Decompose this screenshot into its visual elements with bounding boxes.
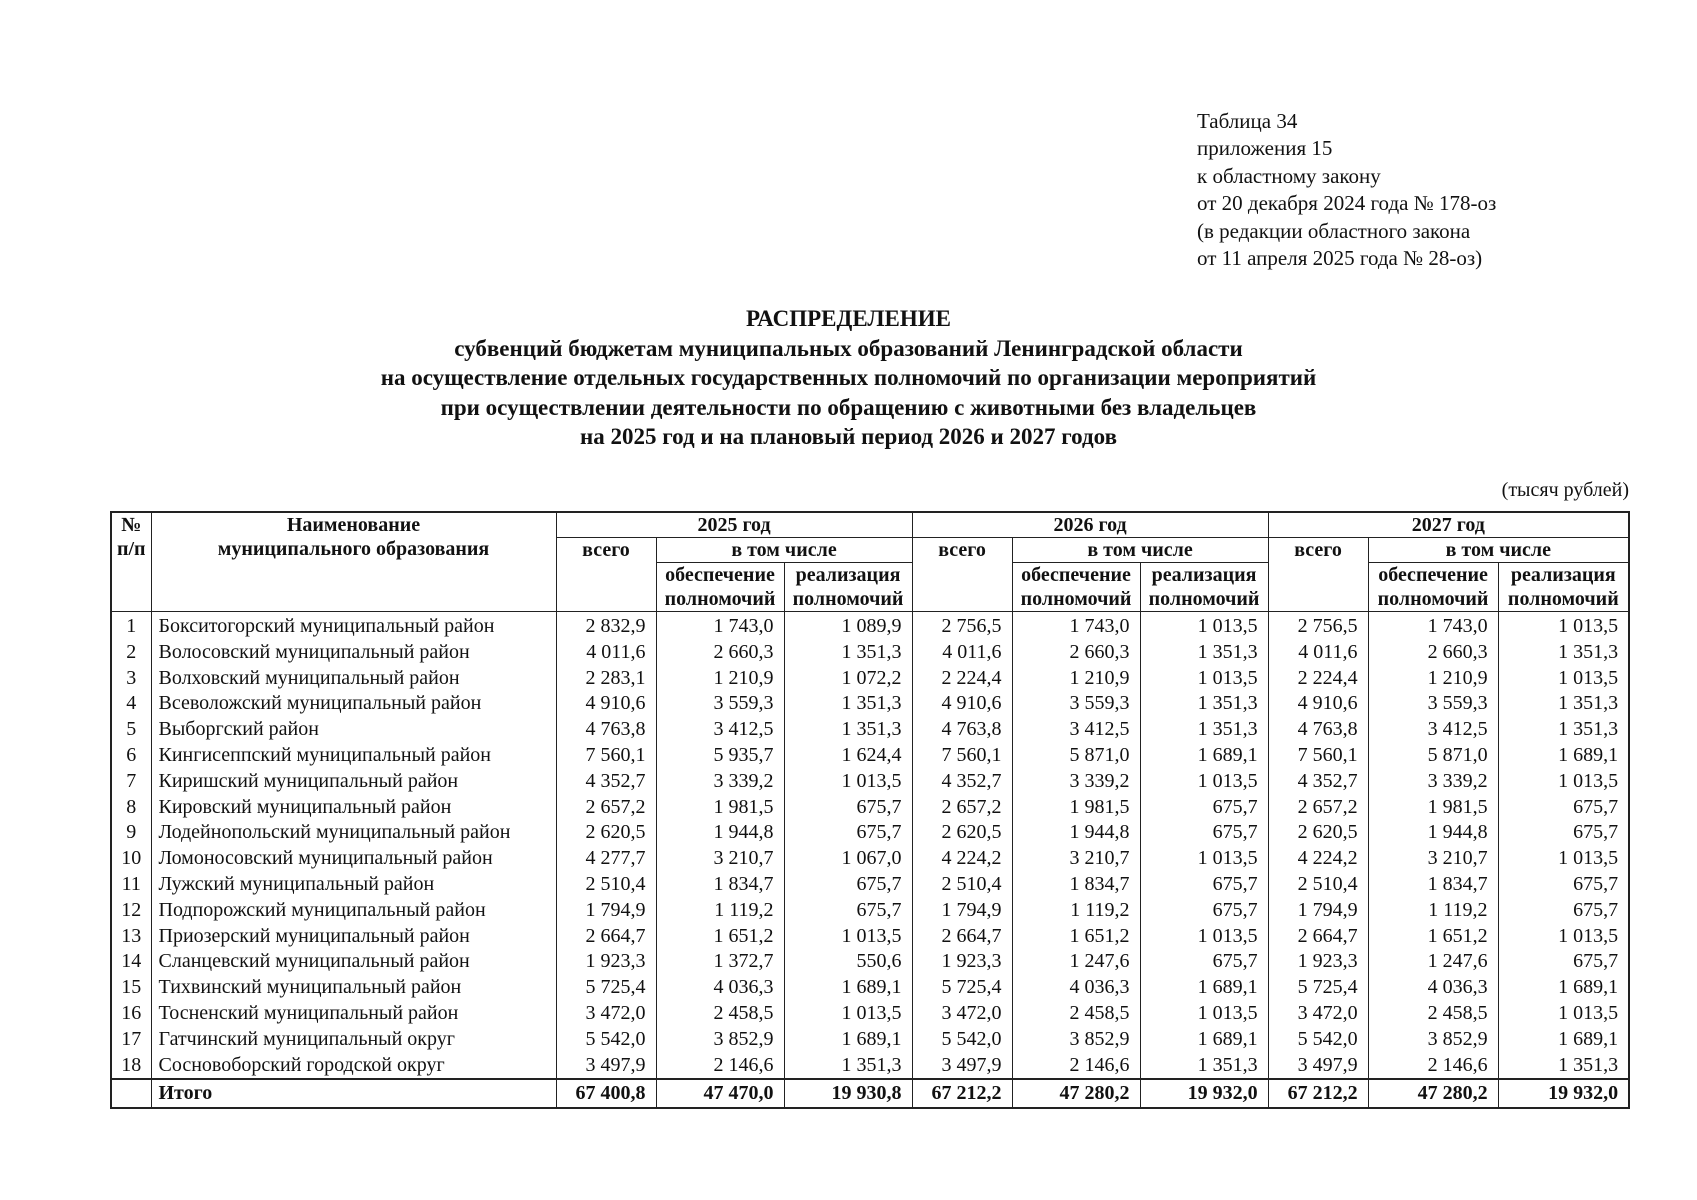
amount-cell: 4 910,6 bbox=[912, 691, 1012, 717]
amount-cell: 4 224,2 bbox=[1268, 846, 1368, 872]
amount-cell: 1 794,9 bbox=[1268, 898, 1368, 924]
stamp-table-number: Таблица 34 bbox=[1197, 109, 1298, 133]
amount-cell: 4 352,7 bbox=[556, 769, 656, 795]
amount-cell: 2 660,3 bbox=[1012, 640, 1140, 666]
header-municipality bbox=[151, 512, 556, 612]
amount-cell: 2 657,2 bbox=[556, 795, 656, 821]
header-total-2026: всего bbox=[912, 538, 1012, 612]
amount-cell: 675,7 bbox=[1140, 898, 1268, 924]
amount-cell: 1 210,9 bbox=[1368, 666, 1498, 692]
table-row bbox=[111, 924, 1629, 950]
total-cell: 67 212,2 bbox=[912, 1079, 1012, 1108]
header-provision-2025 bbox=[656, 563, 784, 612]
amount-cell: 4 910,6 bbox=[1268, 691, 1368, 717]
amount-cell: 1 119,2 bbox=[656, 898, 784, 924]
stamp-revision-date: от 11 апреля 2025 года № 28-оз) bbox=[1197, 246, 1483, 271]
table-row bbox=[111, 743, 1629, 769]
total-cell: 19 932,0 bbox=[1498, 1079, 1629, 1108]
amount-cell: 4 036,3 bbox=[656, 975, 784, 1001]
approval-stamp bbox=[1197, 108, 1496, 272]
municipality-name: Лужский муниципальный район bbox=[151, 872, 556, 898]
header-realization-2027 bbox=[1498, 563, 1629, 612]
amount-cell: 1 689,1 bbox=[1140, 975, 1268, 1001]
municipality-name: Лодейнопольский муниципальный район bbox=[151, 820, 556, 846]
total-cell: 67 400,8 bbox=[556, 1079, 656, 1108]
amount-cell: 3 497,9 bbox=[1268, 1053, 1368, 1080]
amount-cell: 2 510,4 bbox=[912, 872, 1012, 898]
amount-cell: 5 935,7 bbox=[656, 743, 784, 769]
amount-cell: 4 763,8 bbox=[1268, 717, 1368, 743]
amount-cell: 1 981,5 bbox=[1012, 795, 1140, 821]
amount-cell: 5 871,0 bbox=[1368, 743, 1498, 769]
amount-cell: 1 013,5 bbox=[1140, 924, 1268, 950]
amount-cell: 2 660,3 bbox=[656, 640, 784, 666]
amount-cell: 4 763,8 bbox=[912, 717, 1012, 743]
amount-cell: 675,7 bbox=[1498, 898, 1629, 924]
amount-cell: 1 351,3 bbox=[1140, 640, 1268, 666]
table-row bbox=[111, 1053, 1629, 1080]
stamp-revision: (в редакции областного закона bbox=[1197, 218, 1471, 243]
header-number-line2: п/п bbox=[116, 538, 146, 560]
header-provision-line2: полномочий bbox=[1020, 588, 1132, 610]
amount-cell: 1 834,7 bbox=[1012, 872, 1140, 898]
amount-cell: 2 660,3 bbox=[1368, 640, 1498, 666]
amount-cell: 1 351,3 bbox=[1498, 717, 1629, 743]
units-label: (тысяч рублей) bbox=[1501, 479, 1629, 501]
amount-cell: 1 351,3 bbox=[1498, 640, 1629, 666]
amount-cell: 675,7 bbox=[1498, 795, 1629, 821]
amount-cell: 3 852,9 bbox=[1012, 1027, 1140, 1053]
row-number: 5 bbox=[111, 717, 151, 743]
amount-cell: 1 981,5 bbox=[1368, 795, 1498, 821]
title-line-5: на 2025 год и на плановый период 2026 и 2027 годов bbox=[580, 424, 1117, 450]
municipality-name: Волосовский муниципальный район bbox=[151, 640, 556, 666]
amount-cell: 2 224,4 bbox=[912, 666, 1012, 692]
amount-cell: 1 013,5 bbox=[784, 1001, 912, 1027]
amount-cell: 1 624,4 bbox=[784, 743, 912, 769]
table-row bbox=[111, 640, 1629, 666]
amount-cell: 1 743,0 bbox=[1012, 612, 1140, 640]
total-cell: 47 280,2 bbox=[1368, 1079, 1498, 1108]
amount-cell: 1 743,0 bbox=[656, 612, 784, 640]
amount-cell: 1 651,2 bbox=[1012, 924, 1140, 950]
amount-cell: 2 283,1 bbox=[556, 666, 656, 692]
amount-cell: 3 559,3 bbox=[656, 691, 784, 717]
amount-cell: 2 832,9 bbox=[556, 612, 656, 640]
municipality-name: Выборгский район bbox=[151, 717, 556, 743]
amount-cell: 1 013,5 bbox=[1498, 769, 1629, 795]
table-row bbox=[111, 1001, 1629, 1027]
amount-cell: 1 834,7 bbox=[656, 872, 784, 898]
amount-cell: 5 542,0 bbox=[912, 1027, 1012, 1053]
header-number bbox=[111, 512, 151, 612]
header-including-2025: в том числе bbox=[656, 538, 912, 563]
amount-cell: 1 247,6 bbox=[1368, 949, 1498, 975]
total-cell: 47 470,0 bbox=[656, 1079, 784, 1108]
row-number: 1 bbox=[111, 612, 151, 640]
amount-cell: 3 472,0 bbox=[1268, 1001, 1368, 1027]
amount-cell: 1 834,7 bbox=[1368, 872, 1498, 898]
total-cell: 19 930,8 bbox=[784, 1079, 912, 1108]
table-row bbox=[111, 691, 1629, 717]
amount-cell: 675,7 bbox=[784, 795, 912, 821]
amount-cell: 4 011,6 bbox=[912, 640, 1012, 666]
table-row bbox=[111, 846, 1629, 872]
amount-cell: 1 013,5 bbox=[784, 924, 912, 950]
header-realization-line2: полномочий bbox=[1148, 588, 1260, 610]
row-number: 10 bbox=[111, 846, 151, 872]
amount-cell: 675,7 bbox=[1140, 872, 1268, 898]
amount-cell: 2 657,2 bbox=[912, 795, 1012, 821]
header-total-2027: всего bbox=[1268, 538, 1368, 612]
amount-cell: 1 923,3 bbox=[912, 949, 1012, 975]
row-number: 2 bbox=[111, 640, 151, 666]
total-row bbox=[111, 1079, 1629, 1108]
amount-cell: 3 559,3 bbox=[1012, 691, 1140, 717]
municipality-name: Кингисеппский муниципальный район bbox=[151, 743, 556, 769]
municipality-name: Всеволожский муниципальный район bbox=[151, 691, 556, 717]
amount-cell: 3 497,9 bbox=[556, 1053, 656, 1080]
municipality-name: Тихвинский муниципальный район bbox=[151, 975, 556, 1001]
amount-cell: 2 458,5 bbox=[1368, 1001, 1498, 1027]
amount-cell: 675,7 bbox=[784, 898, 912, 924]
amount-cell: 1 013,5 bbox=[1140, 769, 1268, 795]
amount-cell: 1 067,0 bbox=[784, 846, 912, 872]
municipality-name: Бокситогорский муниципальный район bbox=[151, 612, 556, 640]
header-provision-line1: обеспечение bbox=[1021, 564, 1131, 586]
amount-cell: 3 852,9 bbox=[1368, 1027, 1498, 1053]
amount-cell: 675,7 bbox=[1498, 820, 1629, 846]
amount-cell: 4 763,8 bbox=[556, 717, 656, 743]
amount-cell: 4 910,6 bbox=[556, 691, 656, 717]
municipality-name: Волховский муниципальный район bbox=[151, 666, 556, 692]
table-row bbox=[111, 795, 1629, 821]
amount-cell: 2 146,6 bbox=[1368, 1053, 1498, 1080]
amount-cell: 2 756,5 bbox=[1268, 612, 1368, 640]
amount-cell: 3 472,0 bbox=[912, 1001, 1012, 1027]
amount-cell: 1 923,3 bbox=[1268, 949, 1368, 975]
amount-cell: 1 351,3 bbox=[1140, 1053, 1268, 1080]
stamp-law-date: от 20 декабря 2024 года № 178-оз bbox=[1197, 191, 1497, 216]
amount-cell: 5 725,4 bbox=[556, 975, 656, 1001]
title-line-2: субвенций бюджетам муниципальных образований Ленинградской области bbox=[454, 335, 1243, 361]
row-number: 15 bbox=[111, 975, 151, 1001]
header-year-2026: 2026 год bbox=[912, 512, 1268, 538]
amount-cell: 1 072,2 bbox=[784, 666, 912, 692]
amount-cell: 3 210,7 bbox=[656, 846, 784, 872]
municipality-name: Приозерский муниципальный район bbox=[151, 924, 556, 950]
municipality-name: Сланцевский муниципальный район bbox=[151, 949, 556, 975]
amount-cell: 1 944,8 bbox=[1012, 820, 1140, 846]
header-realization-2025 bbox=[784, 563, 912, 612]
amount-cell: 3 497,9 bbox=[912, 1053, 1012, 1080]
amount-cell: 1 013,5 bbox=[784, 769, 912, 795]
amount-cell: 1 351,3 bbox=[784, 717, 912, 743]
header-realization-line2: полномочий bbox=[1507, 588, 1619, 610]
municipality-name: Сосновоборский городской округ bbox=[151, 1053, 556, 1080]
amount-cell: 1 013,5 bbox=[1498, 1001, 1629, 1027]
total-cell: 47 280,2 bbox=[1012, 1079, 1140, 1108]
municipality-name: Гатчинский муниципальный округ bbox=[151, 1027, 556, 1053]
amount-cell: 2 458,5 bbox=[1012, 1001, 1140, 1027]
amount-cell: 1 210,9 bbox=[1012, 666, 1140, 692]
amount-cell: 4 011,6 bbox=[1268, 640, 1368, 666]
amount-cell: 1 351,3 bbox=[784, 640, 912, 666]
amount-cell: 2 620,5 bbox=[556, 820, 656, 846]
amount-cell: 1 351,3 bbox=[784, 691, 912, 717]
amount-cell: 1 689,1 bbox=[1140, 743, 1268, 769]
amount-cell: 3 412,5 bbox=[1012, 717, 1140, 743]
amount-cell: 1 351,3 bbox=[1140, 717, 1268, 743]
amount-cell: 1 013,5 bbox=[1498, 924, 1629, 950]
amount-cell: 1 689,1 bbox=[784, 975, 912, 1001]
row-number: 14 bbox=[111, 949, 151, 975]
municipality-name: Тосненский муниципальный район bbox=[151, 1001, 556, 1027]
header-realization-line1: реализация bbox=[795, 564, 901, 586]
amount-cell: 2 510,4 bbox=[556, 872, 656, 898]
row-number: 12 bbox=[111, 898, 151, 924]
amount-cell: 675,7 bbox=[1498, 872, 1629, 898]
amount-cell: 1 689,1 bbox=[1498, 975, 1629, 1001]
header-provision-line1: обеспечение bbox=[665, 564, 775, 586]
amount-cell: 1 013,5 bbox=[1140, 666, 1268, 692]
table-row bbox=[111, 949, 1629, 975]
header-provision-line1: обеспечение bbox=[1378, 564, 1488, 586]
amount-cell: 4 352,7 bbox=[1268, 769, 1368, 795]
amount-cell: 7 560,1 bbox=[912, 743, 1012, 769]
amount-cell: 1 372,7 bbox=[656, 949, 784, 975]
amount-cell: 4 036,3 bbox=[1012, 975, 1140, 1001]
amount-cell: 1 013,5 bbox=[1498, 612, 1629, 640]
amount-cell: 3 339,2 bbox=[1368, 769, 1498, 795]
municipality-name: Киришский муниципальный район bbox=[151, 769, 556, 795]
amount-cell: 2 664,7 bbox=[1268, 924, 1368, 950]
amount-cell: 2 756,5 bbox=[912, 612, 1012, 640]
header-number-line1: № bbox=[121, 514, 142, 536]
amount-cell: 1 743,0 bbox=[1368, 612, 1498, 640]
amount-cell: 550,6 bbox=[784, 949, 912, 975]
table-body bbox=[111, 612, 1629, 1080]
total-label: Итого bbox=[151, 1079, 556, 1108]
table-row bbox=[111, 898, 1629, 924]
table-footer bbox=[111, 1079, 1629, 1108]
stamp-law: к областному закону bbox=[1197, 163, 1381, 188]
distribution-table bbox=[110, 511, 1630, 1109]
row-number: 4 bbox=[111, 691, 151, 717]
amount-cell: 675,7 bbox=[1140, 795, 1268, 821]
header-municipality-line1: Наименование bbox=[286, 514, 421, 536]
amount-cell: 2 146,6 bbox=[656, 1053, 784, 1080]
row-number: 16 bbox=[111, 1001, 151, 1027]
amount-cell: 1 944,8 bbox=[656, 820, 784, 846]
stamp-appendix: приложения 15 bbox=[1197, 136, 1333, 161]
document-title bbox=[0, 304, 1697, 452]
header-provision-line2: полномочий bbox=[664, 588, 776, 610]
municipality-name: Кировский муниципальный район bbox=[151, 795, 556, 821]
title-heading: РАСПРЕДЕЛЕНИЕ bbox=[746, 306, 951, 331]
amount-cell: 1 689,1 bbox=[1140, 1027, 1268, 1053]
header-including-2026: в том числе bbox=[1012, 538, 1268, 563]
amount-cell: 3 559,3 bbox=[1368, 691, 1498, 717]
amount-cell: 4 036,3 bbox=[1368, 975, 1498, 1001]
amount-cell: 1 247,6 bbox=[1012, 949, 1140, 975]
amount-cell: 675,7 bbox=[784, 872, 912, 898]
row-number: 9 bbox=[111, 820, 151, 846]
amount-cell: 1 689,1 bbox=[1498, 743, 1629, 769]
table-row bbox=[111, 975, 1629, 1001]
table-row bbox=[111, 666, 1629, 692]
amount-cell: 1 689,1 bbox=[1498, 1027, 1629, 1053]
amount-cell: 7 560,1 bbox=[1268, 743, 1368, 769]
table-header bbox=[111, 512, 1629, 612]
table-row bbox=[111, 717, 1629, 743]
row-number: 11 bbox=[111, 872, 151, 898]
amount-cell: 1 013,5 bbox=[1140, 612, 1268, 640]
amount-cell: 2 664,7 bbox=[556, 924, 656, 950]
amount-cell: 4 224,2 bbox=[912, 846, 1012, 872]
amount-cell: 1 013,5 bbox=[1498, 666, 1629, 692]
amount-cell: 1 794,9 bbox=[556, 898, 656, 924]
header-provision-line2: полномочий bbox=[1377, 588, 1489, 610]
header-municipality-line2: муниципального образования bbox=[217, 538, 490, 560]
amount-cell: 3 472,0 bbox=[556, 1001, 656, 1027]
amount-cell: 1 689,1 bbox=[784, 1027, 912, 1053]
amount-cell: 5 542,0 bbox=[556, 1027, 656, 1053]
header-realization-line1: реализация bbox=[1151, 564, 1257, 586]
amount-cell: 1 210,9 bbox=[656, 666, 784, 692]
amount-cell: 4 352,7 bbox=[912, 769, 1012, 795]
amount-cell: 5 871,0 bbox=[1012, 743, 1140, 769]
amount-cell: 5 542,0 bbox=[1268, 1027, 1368, 1053]
header-realization-line1: реализация bbox=[1510, 564, 1616, 586]
header-year-2027: 2027 год bbox=[1268, 512, 1629, 538]
amount-cell: 675,7 bbox=[1498, 949, 1629, 975]
header-realization-2026 bbox=[1140, 563, 1268, 612]
amount-cell: 1 351,3 bbox=[1140, 691, 1268, 717]
amount-cell: 2 146,6 bbox=[1012, 1053, 1140, 1080]
amount-cell: 3 852,9 bbox=[656, 1027, 784, 1053]
table-row bbox=[111, 612, 1629, 640]
row-number: 3 bbox=[111, 666, 151, 692]
amount-cell: 1 351,3 bbox=[1498, 1053, 1629, 1080]
header-provision-2026 bbox=[1012, 563, 1140, 612]
amount-cell: 2 458,5 bbox=[656, 1001, 784, 1027]
amount-cell: 1 351,3 bbox=[1498, 691, 1629, 717]
amount-cell: 1 119,2 bbox=[1012, 898, 1140, 924]
amount-cell: 7 560,1 bbox=[556, 743, 656, 769]
amount-cell: 1 351,3 bbox=[784, 1053, 912, 1080]
total-number-cell bbox=[111, 1079, 151, 1108]
total-cell: 67 212,2 bbox=[1268, 1079, 1368, 1108]
table-row bbox=[111, 872, 1629, 898]
amount-cell: 1 651,2 bbox=[656, 924, 784, 950]
table-row bbox=[111, 1027, 1629, 1053]
row-number: 6 bbox=[111, 743, 151, 769]
header-year-2025: 2025 год bbox=[556, 512, 912, 538]
amount-cell: 4 011,6 bbox=[556, 640, 656, 666]
row-number: 8 bbox=[111, 795, 151, 821]
amount-cell: 1 651,2 bbox=[1368, 924, 1498, 950]
header-including-2027: в том числе bbox=[1368, 538, 1629, 563]
header-provision-2027 bbox=[1368, 563, 1498, 612]
row-number: 13 bbox=[111, 924, 151, 950]
amount-cell: 4 277,7 bbox=[556, 846, 656, 872]
municipality-name: Ломоносовский муниципальный район bbox=[151, 846, 556, 872]
amount-cell: 2 224,4 bbox=[1268, 666, 1368, 692]
amount-cell: 675,7 bbox=[1140, 949, 1268, 975]
amount-cell: 1 089,9 bbox=[784, 612, 912, 640]
amount-cell: 1 013,5 bbox=[1140, 846, 1268, 872]
amount-cell: 2 620,5 bbox=[912, 820, 1012, 846]
total-cell: 19 932,0 bbox=[1140, 1079, 1268, 1108]
row-number: 7 bbox=[111, 769, 151, 795]
amount-cell: 675,7 bbox=[784, 820, 912, 846]
amount-cell: 2 657,2 bbox=[1268, 795, 1368, 821]
amount-cell: 1 923,3 bbox=[556, 949, 656, 975]
amount-cell: 1 013,5 bbox=[1498, 846, 1629, 872]
title-line-4: при осуществлении деятельности по обращению с животными без владельцев bbox=[440, 394, 1257, 420]
amount-cell: 5 725,4 bbox=[912, 975, 1012, 1001]
municipality-name: Подпорожский муниципальный район bbox=[151, 898, 556, 924]
table-row bbox=[111, 769, 1629, 795]
row-number: 17 bbox=[111, 1027, 151, 1053]
title-line-3: на осуществление отдельных государственных полномочий по организации мероприятий bbox=[380, 365, 1317, 391]
header-total-2025: всего bbox=[556, 538, 656, 612]
amount-cell: 3 210,7 bbox=[1368, 846, 1498, 872]
header-realization-line2: полномочий bbox=[792, 588, 904, 610]
amount-cell: 3 339,2 bbox=[656, 769, 784, 795]
row-number: 18 bbox=[111, 1053, 151, 1080]
amount-cell: 675,7 bbox=[1140, 820, 1268, 846]
amount-cell: 1 981,5 bbox=[656, 795, 784, 821]
amount-cell: 1 119,2 bbox=[1368, 898, 1498, 924]
amount-cell: 3 412,5 bbox=[656, 717, 784, 743]
amount-cell: 2 664,7 bbox=[912, 924, 1012, 950]
amount-cell: 1 013,5 bbox=[1140, 1001, 1268, 1027]
amount-cell: 2 510,4 bbox=[1268, 872, 1368, 898]
amount-cell: 3 412,5 bbox=[1368, 717, 1498, 743]
amount-cell: 2 620,5 bbox=[1268, 820, 1368, 846]
amount-cell: 1 794,9 bbox=[912, 898, 1012, 924]
amount-cell: 1 944,8 bbox=[1368, 820, 1498, 846]
table-row bbox=[111, 820, 1629, 846]
amount-cell: 3 210,7 bbox=[1012, 846, 1140, 872]
amount-cell: 3 339,2 bbox=[1012, 769, 1140, 795]
amount-cell: 5 725,4 bbox=[1268, 975, 1368, 1001]
